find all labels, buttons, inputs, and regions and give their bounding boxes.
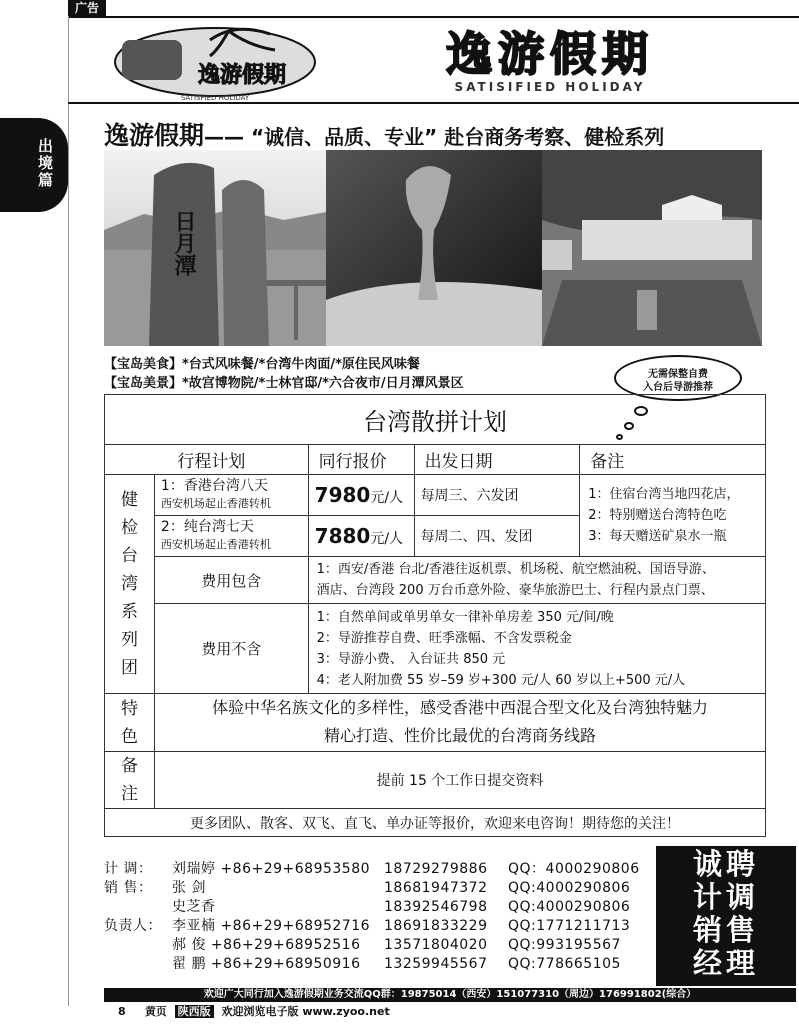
table-title: 台湾散拼计划 [105,395,766,445]
route-cell [154,516,308,557]
recruit-line [656,945,796,978]
route-cell [154,475,308,516]
header-title [340,28,760,98]
contact-mobile: 18681947372 [384,880,488,896]
series-char: 团 [120,658,138,678]
contact-mobile: 18729279886 [384,861,488,877]
contact-mobile: 13571804020 [384,937,488,953]
header-title-text: 逸游假期 [446,27,654,81]
excluded-cell [308,604,765,694]
contact-mobile: 18392546798 [384,899,488,915]
excluded-line: 3：导游小费、 入台证共 850 元 [316,651,506,667]
qq-group-bar: 欢迎广大同行加入逸游假期业务交流QQ群：19875014（西安）151077310（周边）176991802(综合） [104,988,796,1002]
food-bullet: 【宝岛美食】*台式风味餐/*台湾牛肉面/*原住民风味餐 [104,357,420,372]
excluded-line: 1：自然单间或单男单女一律补单房差 350 元/间/晚 [316,609,614,625]
price-value: 7880 [314,524,371,548]
top-rule [68,16,799,18]
col-head-price: 同行报价 [308,445,414,475]
contact-qq: QQ:1771211713 [508,918,631,934]
series-char: 列 [120,630,138,650]
brand-logo [110,20,320,102]
recruit-word: 销售 [692,913,759,947]
series-char: 检 [120,518,138,538]
logo-subtext: SATISFIED HOLIDAY [180,94,250,102]
included-line: 酒店、台湾段 200 万台币意外险、豪华旅游巴士、行程内景点门票、 [316,583,714,598]
col-head-remarks: 备注 [580,445,766,475]
contact-name: 李亚楠 +86+29+68952716 [172,918,371,934]
headline-rest: —— “诚信、品质、专业” 赴台商务考察、健检系列 [204,125,665,149]
queens-head-rock-photo [326,150,542,346]
remark-line: 1：住宿台湾当地四花店， [588,487,740,502]
feature-line: 体验中华名族文化的多样性，感受香港中西混合型文化及台湾独特魅力 [211,697,708,717]
price-cell [308,475,414,516]
taiwan-plan-table [104,394,766,837]
route-name: 2：纯台湾七天 [160,519,254,535]
remark-line: 3：每天赠送矿泉水一瓶 [588,529,727,544]
recruit-line [656,879,796,912]
contact-name: 张 剑 [172,880,206,896]
ad-label: 广告 [68,0,106,17]
included-line: 1：西安/香港 台北/香港往返机票、机场税、航空燃油税、国语导游、 [316,562,715,577]
excluded-line: 2：导游推荐自费、旺季涨幅、不含发票税金 [316,630,572,646]
included-label: 费用包含 [154,557,308,604]
contact-role: 计 调： [104,861,153,877]
note-label [105,752,155,809]
feature-label [105,694,155,752]
remarks-cell [580,475,766,557]
sights-bullet: 【宝岛美景】*故宫博物院/*士林官邸/*六合夜市/日月潭风景区 [104,376,464,391]
recruit-word: 诚聘 [692,847,759,881]
headline [104,116,664,152]
included-cell [308,557,765,604]
price-unit: 元/人 [370,490,404,506]
price-value: 7980 [314,483,371,507]
note-cell: 提前 15 个工作日提交资料 [154,752,765,809]
col-head-dates: 出发日期 [414,445,580,475]
contact-name: 史芝香 [172,899,216,915]
edition-badge: 陕西版 [175,1005,214,1018]
contact-qq: QQ:993195567 [508,937,621,953]
sun-moon-lake-photo [104,150,326,346]
contact-mobile: 13259945567 [384,956,488,972]
recruit-line [656,846,796,879]
series-char: 湾 [120,574,138,594]
headline-brand: 逸游假期 [104,121,205,150]
bubble-line: 入台后导游推荐 [643,382,713,393]
contact-qq: QQ:4000290806 [508,899,631,915]
excluded-label: 费用不含 [154,604,308,694]
feature-line: 精心打造、性价比最优的台湾商务线路 [323,725,596,745]
footer-label: 黄页 [144,1005,167,1018]
features-cell [154,694,765,752]
contact-qq: QQ：4000290806 [508,861,640,877]
contact-qq: QQ:4000290806 [508,880,631,896]
side-tab-char: 出 [38,137,54,155]
contact-qq: QQ:778665105 [508,956,621,972]
contact-name: 郝 俊 +86+29+68952516 [172,937,361,953]
recruit-word: 计调 [692,880,759,914]
series-label [105,475,155,694]
remark-line: 2：特别赠送台湾特色吃 [588,508,727,523]
taiwan-palace-photo [542,150,762,346]
contact-role: 负责人： [104,918,162,934]
contact-name: 翟 鹏 +86+29+68950916 [172,956,361,972]
recruit-line [656,912,796,945]
left-rule [68,16,69,1006]
header-title-en: SATISIFIED HOLIDAY [454,80,646,94]
logo-text: 逸游假期 [198,63,287,88]
footer-text: 欢迎浏览电子版 www.zyoo.net [221,1005,390,1018]
bubble-line: 无需保整自费 [648,369,708,380]
series-char: 健 [120,490,138,510]
price-cell [308,516,414,557]
dates-cell: 每周二、四、发团 [414,516,580,557]
note-char: 备 [120,756,138,776]
dates-cell: 每周三、六发团 [414,475,580,516]
price-unit: 元/人 [370,531,404,547]
route-name: 1：香港台湾八天 [160,478,268,494]
contact-name: 刘瑞婷 +86+29+68953580 [172,861,371,877]
recruit-phone: 18792930589 [660,1009,792,1029]
side-tab-char: 境 [38,154,54,172]
lake-stone-caption: 日月潭 [171,210,197,276]
recruit-word: 经理 [692,946,759,980]
contact-role: 销 售： [104,880,153,896]
series-char: 系 [120,602,138,622]
recruitment-box [656,846,796,1029]
col-head-route: 行程计划 [105,445,309,475]
route-note: 西安机场起止香港转机 [160,538,271,551]
table-footer: 更多团队、散客、双飞、直飞、单办证等报价，欢迎来电咨询！期待您的关注！ [105,809,766,837]
note-char: 注 [120,784,138,804]
excluded-line: 4：老人附加费 55 岁–59 岁+300 元/人 60 岁以上+500 元/人 [316,672,686,688]
header-rule [68,102,799,104]
feature-char: 特 [120,698,138,719]
side-tab-char: 篇 [38,171,54,189]
page-footer [118,1003,390,1019]
section-tab [0,118,68,212]
contact-mobile: 18691833229 [384,918,488,934]
series-char: 台 [120,546,138,566]
feature-char: 色 [120,726,138,747]
page-number: 8 [118,1005,126,1018]
route-note: 西安机场起止香港转机 [160,497,271,510]
